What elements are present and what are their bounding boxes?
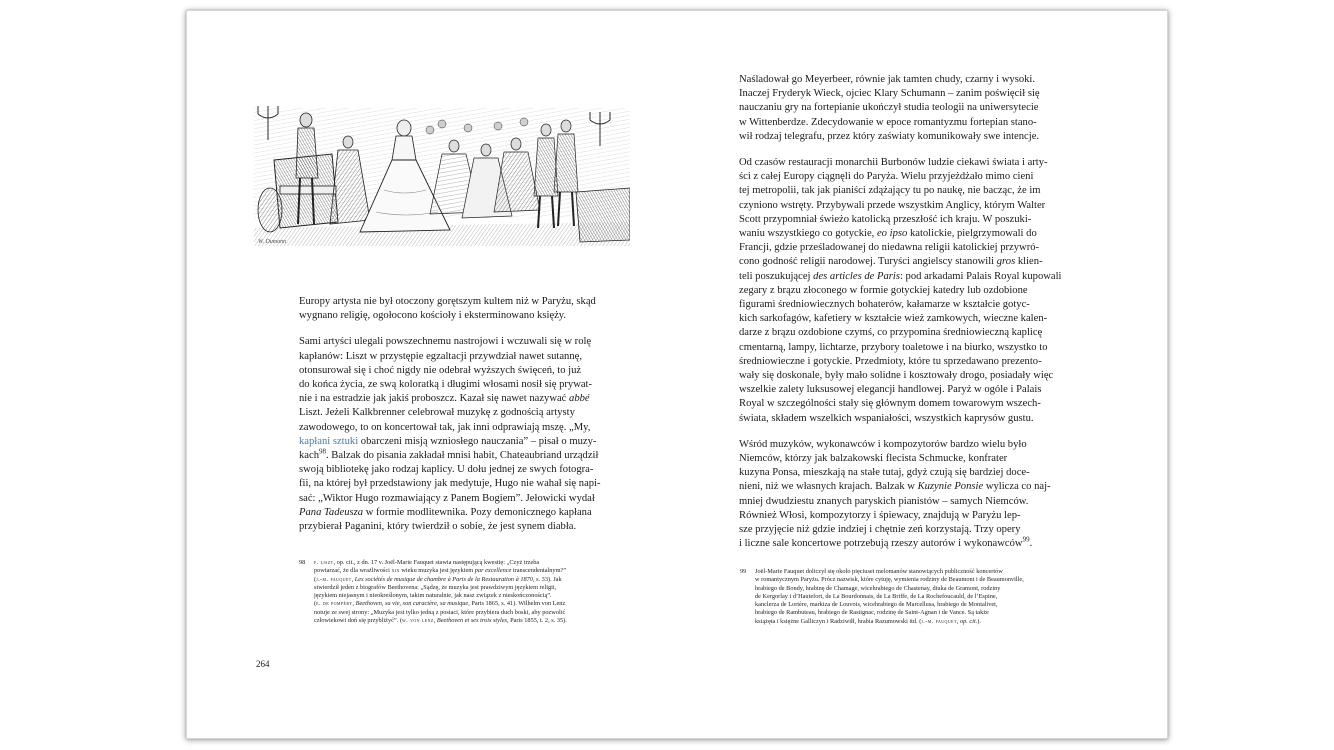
text-line: darze z brązu ozdobione czymś, co przypomina średniowieczną kaplicę	[739, 327, 1043, 339]
text-line: kich sarkofagów, kafetiery w kształcie wież zamkowych, wieczne kalen-	[739, 313, 1048, 325]
text-line: swoją bibliotekę jako rodzaj kaplicy. U dołu jednej ze swych fotogra-	[299, 464, 594, 476]
right-page-body	[739, 73, 1061, 564]
right-paragraph-3	[739, 438, 1061, 552]
right-paragraph-2	[739, 156, 1061, 426]
text-line	[739, 255, 1061, 269]
text-line: Również Włosi, kompozytorzy i śpiewacy, znajdują w Paryżu lep-	[739, 509, 1021, 521]
text-run: (	[314, 575, 317, 583]
text-line: sać: „Wiktor Hugo rozmawiający z Panem Bogiem”. Jełowicki wydał	[299, 492, 595, 504]
text-run: : pod arkadami Palais Royal kupowali	[899, 270, 1062, 282]
text-line: zawodowego, to on koncertował tak, jak inni odprawiają mszę. „My,	[299, 421, 591, 433]
footnote-line	[314, 576, 567, 584]
text-run: (	[314, 600, 317, 608]
text-line: Naśladował go Meyerbeer, równie jak tamten chudy, czarny i wysoki.	[739, 74, 1036, 85]
footnote-ref-99: 99	[1022, 535, 1030, 544]
italic-text: par excellence	[474, 567, 512, 575]
text-run: ,	[351, 575, 355, 583]
text-line: fii, na której był przedstawiony jak medytuje, Hugo nie wahał się napi-	[299, 478, 601, 490]
text-line: kapłanów: Liszt w przystępie egzaltacji przywdział nawet sutannę,	[299, 350, 582, 362]
text-line	[739, 270, 1061, 284]
text-run: ).	[977, 617, 981, 625]
text-run: , Paris 1865, s. 41). Wilhelm von Lenz	[468, 600, 566, 608]
italic-text: gros	[996, 256, 1016, 268]
text-line	[299, 506, 601, 520]
text-line	[299, 449, 601, 463]
text-run: .	[1029, 538, 1033, 550]
footnote-line	[755, 618, 1024, 626]
text-line: ści z całej Europy ciągnęli do Paryża. Wielu przyjeżdżało mimo cieni	[739, 171, 1034, 183]
text-run: cono godność religii narodowej. Turyści angielscy stanowili	[739, 256, 997, 268]
footnote-line: językiem niejasnym i nieokreślonym, takim naturalnie, jak nasz związek z nieskończonością”.	[314, 592, 552, 600]
text-line: figurami średniowiecznych bohaterów, kałamarze w kształcie gotyc-	[739, 299, 1030, 311]
text-run: katolickie, pielgrzymowali do	[907, 228, 1037, 240]
small-caps-text: j.-m. fauquet	[921, 617, 957, 625]
text-run: waniu wszystkiego co gotyckie,	[739, 228, 877, 240]
footnote-number: 99	[740, 568, 747, 575]
italic-text: Beethoven, sa vie, son caractère, sa musique	[355, 600, 469, 608]
text-line: nauczaniu gry na fortepianie ukończył studia teologii na uniwersytecie	[739, 102, 1039, 114]
text-run: powtarzać, że dla wrażliwości	[314, 567, 392, 575]
footnote-line: stwierdził jeden z biografów Beethovena: „Sądzę, że muzyka jest prawdziwym językiem religii,	[314, 583, 557, 591]
text-line	[299, 435, 601, 449]
text-run: obarczeni misją wzniosłego nauczania” – pisał o muzy-	[358, 435, 597, 447]
text-run: książęta i księżne Galliczyn i Radziwiłł, hrabia Razumowski itd. (	[755, 617, 922, 625]
footnote-line: w romantycznym Paryżu. Prócz nazwisk, które cytuję, wymienia rodziny de Beaumont i de Beaumonville,	[755, 576, 1024, 584]
text-run: , op. cit., z dn. 17 v. Joël-Marie Fauquet stawia następującą kwestię: „Czyż trzeba	[333, 559, 540, 566]
footnote-line	[314, 567, 567, 575]
left-page-body	[299, 295, 601, 546]
small-caps-text: w. von lenz	[401, 617, 434, 625]
text-line: Europy artysta nie był otoczony gorętszym kultem niż w Paryżu, skąd	[299, 296, 596, 307]
text-line: otonsurował się i choć nigdy nie odebrał wyższych święceń, to już	[299, 364, 582, 376]
text-line: w Wittenberdze. Zdecydowanie w epoce romantyzmu fortepian stano-	[739, 116, 1037, 128]
text-line: wały się doskonale, były mało solidne i kosztowały drogo, posiadały więc	[739, 370, 1054, 382]
footnote-line: Joël-Marie Fauquet doliczył się około pięciuset melomanów stanowiących publiczność koncertów	[755, 568, 1003, 575]
text-line: Liszt. Jeżeli Kalkbrenner celebrował muzykę z godnością artysty	[299, 407, 575, 419]
footnote-line: de Kergorlay i d’Hautefort, de La Bourdonnais, de La Briffe, de La Rochefoucauld, de l’Espine,	[755, 592, 998, 600]
text-line: Sami artyści ulegali powszechnemu nastrojowi i wczuwali się w rolę	[299, 336, 592, 348]
footnote-line: hrabiego de Rambuteau, hrabiego de Rastignac, rodzinę de Saint-Agnan i de Vance. Są także	[755, 609, 989, 617]
footnote-line: notuje ze swej strony: „Muzyka jest tylko jedną z postaci, które przybiera duch boski, aby pozwolić	[314, 608, 566, 616]
left-paragraph-1	[299, 295, 601, 323]
italic-text: Les sociétés de musique de chambre à Paris de la Restauration à 1870	[354, 575, 533, 583]
small-caps-text: f. liszt	[314, 559, 334, 566]
text-line: zegary z brązu złoconego w formie gotyckiej katedry lub ozdobione	[739, 284, 1028, 296]
text-line: wszelkie zalety luksusowej elegancji handlowej. Paryż w ogóle i Palais	[739, 384, 1042, 396]
engraving-signature: W. Dumann	[258, 239, 287, 245]
italic-text: Pana Tadeusza	[299, 506, 364, 518]
footnote-number: 98	[299, 559, 306, 566]
text-line: tej metropolii, tak jak pianiści zdążający tu po naukę, nie bacząc, że im	[739, 185, 1041, 197]
text-run: nie i na estradzie jak jakiś proboszcz. Kazał się nawet nazywać	[299, 393, 570, 405]
footnote-line: hrabiego de Bondy, hrabinę de Chamage, wicehrabiego de Chastenay, diuka de Gramont, rodziny	[755, 584, 1001, 592]
text-run: transcendentalnym?”	[511, 567, 567, 575]
footnote-line: kanclerza de Lorière, markiza de Louvois, wicehrabiego de Marcellusa, hrabiego de Montalivet,	[755, 601, 998, 609]
text-line: przybierał Paganini, który twierdził o sobie, że jest synem diabła.	[299, 521, 577, 533]
text-line: wygnano religię, ogołocono kościoły i eksterminowano księży.	[299, 310, 567, 322]
italic-text: Beethoven et ses trois styles	[436, 617, 507, 625]
kaplani-sztuki-link[interactable]: kapłani sztuki	[299, 435, 359, 447]
text-run: człowiekowi doń się przybliżyć”. (	[314, 617, 402, 625]
text-line: świata, składem wszelkich wspaniałości, wszystkich kaprysów gustu.	[739, 412, 1034, 424]
text-line: sze przyjęcie niż gdzie indziej i chętnie zeń korzystają. Trzy opery	[739, 524, 1021, 536]
text-line: mniej dwudziestu znanych paryskich pianistów – samych Niemców.	[739, 495, 1029, 507]
text-run: . Balzak do pisania zakładał mnisi habit, Chateaubriand urządził	[326, 450, 599, 462]
text-run: kach	[299, 450, 319, 462]
text-run: , s. 33). Jak	[532, 575, 562, 583]
text-line: Royal w szczególności stały się głównym domem towarowym wszech-	[739, 398, 1041, 410]
footnote-98	[299, 559, 567, 625]
text-line: Od czasów restauracji monarchii Burbonów ludzie ciekawi świata i arty-	[739, 157, 1048, 169]
salon-engraving-illustration	[254, 100, 630, 246]
text-run: w formie modlitewnika. Pozy demonicznego kapłana	[363, 506, 592, 518]
italic-text: eo ipso	[876, 228, 908, 240]
text-run: wieku muzyka jest językiem	[399, 567, 475, 575]
text-line: wił rodzaj telegrafu, przez który zaświaty komunikowały swe intencje.	[739, 130, 1040, 142]
footnote-line	[314, 600, 567, 608]
text-line	[739, 537, 1061, 551]
page-number: 264	[256, 659, 270, 669]
engraving-drawing	[254, 100, 630, 246]
text-line: czyniono wstręty. Przybywali przede wszystkim Anglicy, którym Walter	[739, 199, 1046, 211]
footnote-line	[314, 617, 567, 625]
text-line: Inaczej Fryderyk Wieck, ojciec Klary Schumann – zanim poświęcił się	[739, 88, 1040, 100]
text-run: i liczne sale koncertowe potrzebują rzeszy autorów i wykonawców	[739, 538, 1023, 550]
text-run: , Paris 1855, t. 2, s. 35).	[506, 617, 567, 625]
text-run: wylicza co naj-	[983, 481, 1051, 493]
text-line: Wśród muzyków, wykonawców i kompozytorów bardzo wielu było	[739, 438, 1027, 450]
small-caps-text: xix	[391, 567, 400, 575]
text-line: Scott przypomniał świeżo katolicką przeszłość ich kraju. W poszuki-	[739, 213, 1032, 225]
footnote-99	[740, 568, 1024, 626]
text-line: cmentarną, lampy, lichtarze, przybory toaletowe i na biurko, wszystko to	[739, 341, 1048, 353]
small-caps-text: e. de pompéry	[316, 600, 353, 608]
left-paragraph-2	[299, 335, 601, 534]
text-run: ,	[956, 617, 960, 625]
italic-text: abbé	[569, 393, 590, 405]
text-run: ,	[433, 617, 437, 625]
text-line: średniowieczne i gotyckie. Przedmioty, które tu sprzedawano prezento-	[739, 355, 1042, 367]
italic-text: Kuzynie Ponsie	[917, 481, 984, 493]
text-line: Francji, gdzie prześladowanej do niedawna religii katolickiej przywró-	[739, 242, 1040, 254]
small-caps-text: j.-m. fauquet	[316, 575, 352, 583]
text-line: kuzyna Ponsa, mieszkają na stałe tutaj, gdyż czują się bardziej doce-	[739, 467, 1030, 479]
text-run: ,	[352, 600, 356, 608]
text-line	[739, 227, 1061, 241]
text-line: Niemców, którzy jak balzakowski flecista Schmucke, konfrater	[739, 453, 1008, 465]
italic-text: op. cit.	[959, 617, 978, 625]
text-line	[739, 480, 1061, 494]
text-run: klien-	[1015, 256, 1043, 268]
italic-text: des articles de Paris	[813, 270, 900, 282]
footnote-ref-98: 98	[319, 447, 326, 456]
text-line: do końca życia, ze swą koloratką i długimi włosami nosił się prywat-	[299, 379, 593, 391]
text-run: nieni, niż we własnych krajach. Balzak w	[739, 481, 918, 493]
footnote-line	[314, 559, 567, 567]
right-paragraph-1	[739, 73, 1061, 144]
text-run: teli poszukującej	[739, 270, 814, 282]
text-line	[299, 392, 601, 406]
